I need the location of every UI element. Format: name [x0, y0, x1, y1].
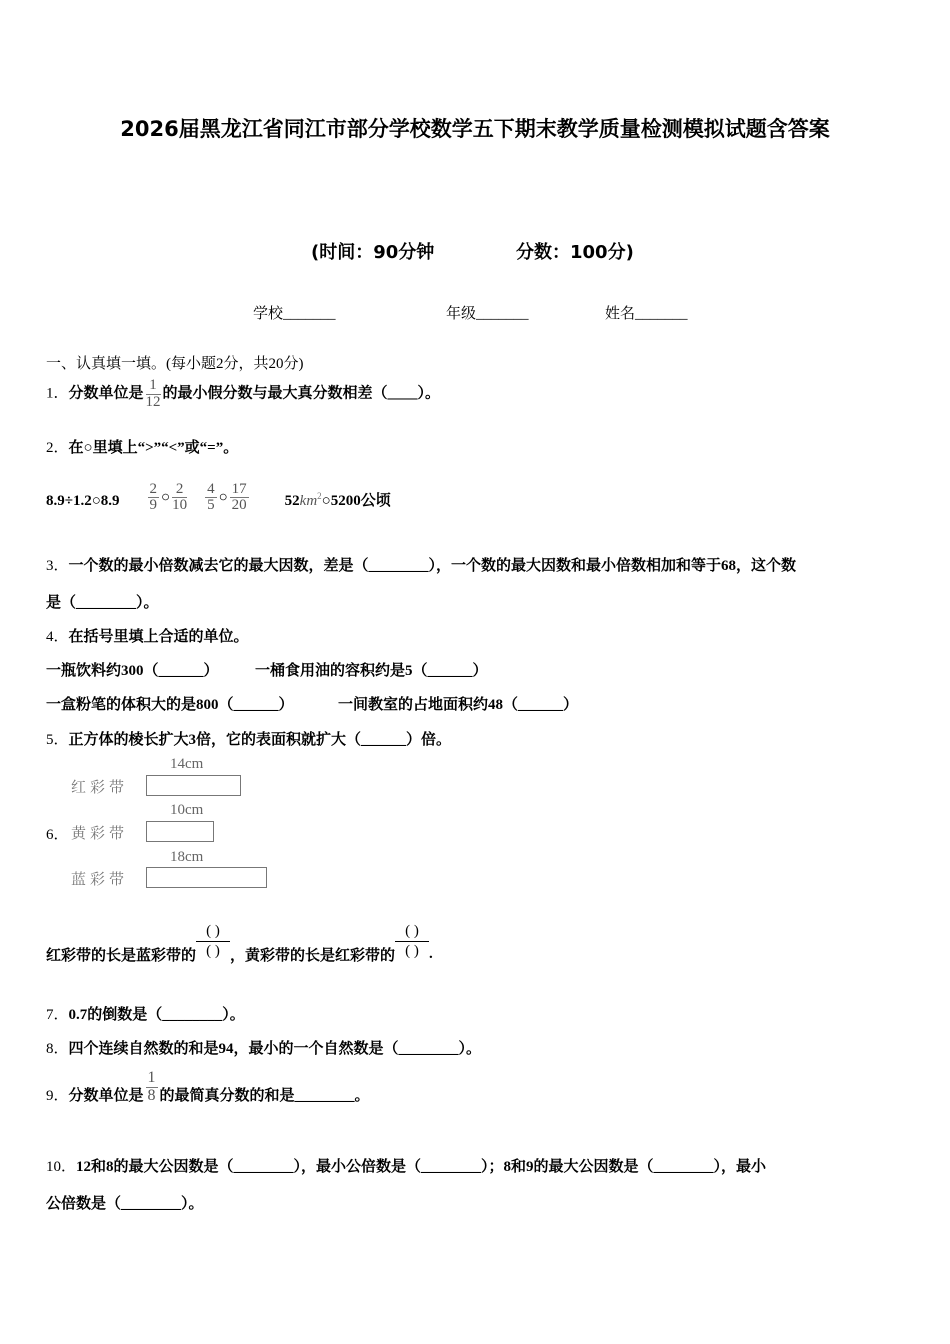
question-2-items — [46, 470, 391, 514]
question-2 — [46, 436, 238, 457]
denominator: 20 — [231, 497, 247, 514]
unit-item: 一桶食用油的容积约是5（______） — [255, 663, 488, 679]
denominator: 9 — [149, 497, 158, 514]
denominator-blank[interactable]: ( ) — [405, 943, 419, 959]
question-text: 红彩带的长是蓝彩带的 — [46, 948, 197, 964]
question-number: 4． — [46, 629, 69, 645]
section-heading: 一、认真填一填。(每小题2分，共20分) — [46, 356, 304, 372]
question-text: 的最小假分数与最大真分数相差（____）。 — [162, 385, 441, 402]
denominator: 12 — [145, 393, 161, 410]
fraction — [205, 482, 217, 515]
question-number: 2． — [46, 440, 69, 456]
fraction — [148, 482, 160, 515]
question-text: 分数单位是 — [68, 1087, 144, 1104]
question-text: . — [429, 946, 433, 962]
fraction — [172, 482, 187, 515]
question-number: 3． — [46, 558, 69, 574]
denominator: 5 — [207, 497, 215, 514]
question-text: 公倍数是（________）。 — [46, 1196, 204, 1212]
question-text: 四个连续自然数的和是94，最小的一个自然数是（________）。 — [68, 1041, 482, 1057]
compare-circle[interactable]: ○ — [161, 489, 171, 506]
question-text: 0.7的倒数是（________）。 — [68, 1007, 245, 1023]
question-number: 6． — [46, 827, 69, 843]
question-9 — [46, 1070, 370, 1105]
fraction — [230, 482, 249, 515]
question-text: 正方体的棱长扩大3倍，它的表面积就扩大（______）倍。 — [68, 732, 452, 748]
denominator: 10 — [172, 497, 188, 514]
question-number: 1． — [46, 385, 69, 402]
question-3 — [46, 554, 796, 575]
blue-ribbon-length: 18cm — [170, 849, 204, 865]
numerator-blank[interactable]: ( ) — [395, 922, 429, 943]
denominator: 8 — [147, 1086, 156, 1104]
value: ○5200公顷 — [321, 493, 391, 509]
question-text: 在○里填上“>”“<”或“=”。 — [68, 440, 239, 456]
unit-item: 一间教室的占地面积约48（______） — [338, 697, 579, 713]
question-number: 7． — [46, 1007, 69, 1023]
yellow-ribbon-bar — [146, 821, 214, 842]
question-5 — [46, 728, 451, 749]
numerator: 2 — [172, 482, 187, 499]
numerator: 4 — [207, 480, 215, 497]
question-text: 在括号里填上合适的单位。 — [68, 629, 249, 645]
question-text: 的最简真分数的和是________。 — [159, 1087, 370, 1104]
blue-ribbon-label: 蓝彩带 — [71, 872, 129, 888]
question-text: 是（________）。 — [46, 595, 159, 611]
exam-score: 分数：100分) — [516, 242, 634, 263]
question-7 — [46, 1003, 245, 1024]
denominator-blank[interactable]: ( ) — [206, 943, 220, 959]
question-1 — [46, 378, 440, 411]
numerator: 1 — [146, 378, 161, 395]
red-ribbon-bar — [146, 775, 241, 796]
unit: km — [299, 493, 318, 509]
question-number: 5． — [46, 732, 69, 748]
school-field[interactable]: 学校_______ — [253, 306, 336, 322]
answer-fraction[interactable] — [395, 922, 429, 962]
fraction — [146, 378, 161, 411]
unit-item: 一盒粉笔的体积大的是800（______） — [46, 697, 294, 713]
question-6-text — [46, 918, 433, 965]
unit-item: 一瓶饮料约300（______） — [46, 663, 219, 679]
numerator-blank[interactable]: ( ) — [196, 922, 230, 943]
yellow-ribbon-length: 10cm — [170, 802, 204, 818]
page-title: 2026届黑龙江省同江市部分学校数学五下期末教学质量检测模拟试题含答案 — [120, 117, 830, 141]
exam-time: (时间：90分钟 — [311, 242, 435, 263]
question-number: 10． — [46, 1159, 77, 1175]
yellow-ribbon-label: 黄彩带 — [71, 826, 129, 842]
numerator: 2 — [149, 480, 158, 497]
unit-exponent: 2 — [317, 491, 322, 501]
value: 52 — [284, 493, 300, 509]
grade-field[interactable]: 年级_______ — [446, 306, 529, 322]
question-4 — [46, 625, 249, 646]
numerator: 17 — [231, 480, 247, 497]
question-8 — [46, 1037, 481, 1058]
name-field[interactable]: 姓名_______ — [605, 306, 688, 322]
compare-item-2 — [146, 482, 190, 515]
question-text: 一个数的最小倍数减去它的最大因数，差是（________），一个数的最大因数和最小倍数相加和等于68，这个数 — [68, 558, 797, 574]
red-ribbon-length: 14cm — [170, 756, 204, 772]
question-number: 8． — [46, 1041, 69, 1057]
numerator: 1 — [147, 1069, 156, 1086]
compare-circle[interactable]: ○ — [218, 489, 228, 506]
blue-ribbon-bar — [146, 867, 267, 888]
question-10 — [46, 1155, 766, 1176]
compare-item-4 — [285, 489, 391, 514]
fraction — [146, 1070, 158, 1105]
compare-item-1: 8.9÷1.2○8.9 — [46, 493, 120, 509]
question-number: 9． — [46, 1087, 69, 1104]
red-ribbon-label: 红彩带 — [71, 780, 129, 796]
compare-item-3 — [203, 482, 251, 515]
question-text: 分数单位是 — [68, 385, 144, 402]
question-text: 12和8的最大公因数是（________），最小公倍数是（________）；8和9的最大公因数是（________），最小 — [76, 1159, 767, 1175]
answer-fraction[interactable] — [196, 922, 230, 962]
question-text: ，黄彩带的长是红彩带的 — [230, 948, 396, 964]
